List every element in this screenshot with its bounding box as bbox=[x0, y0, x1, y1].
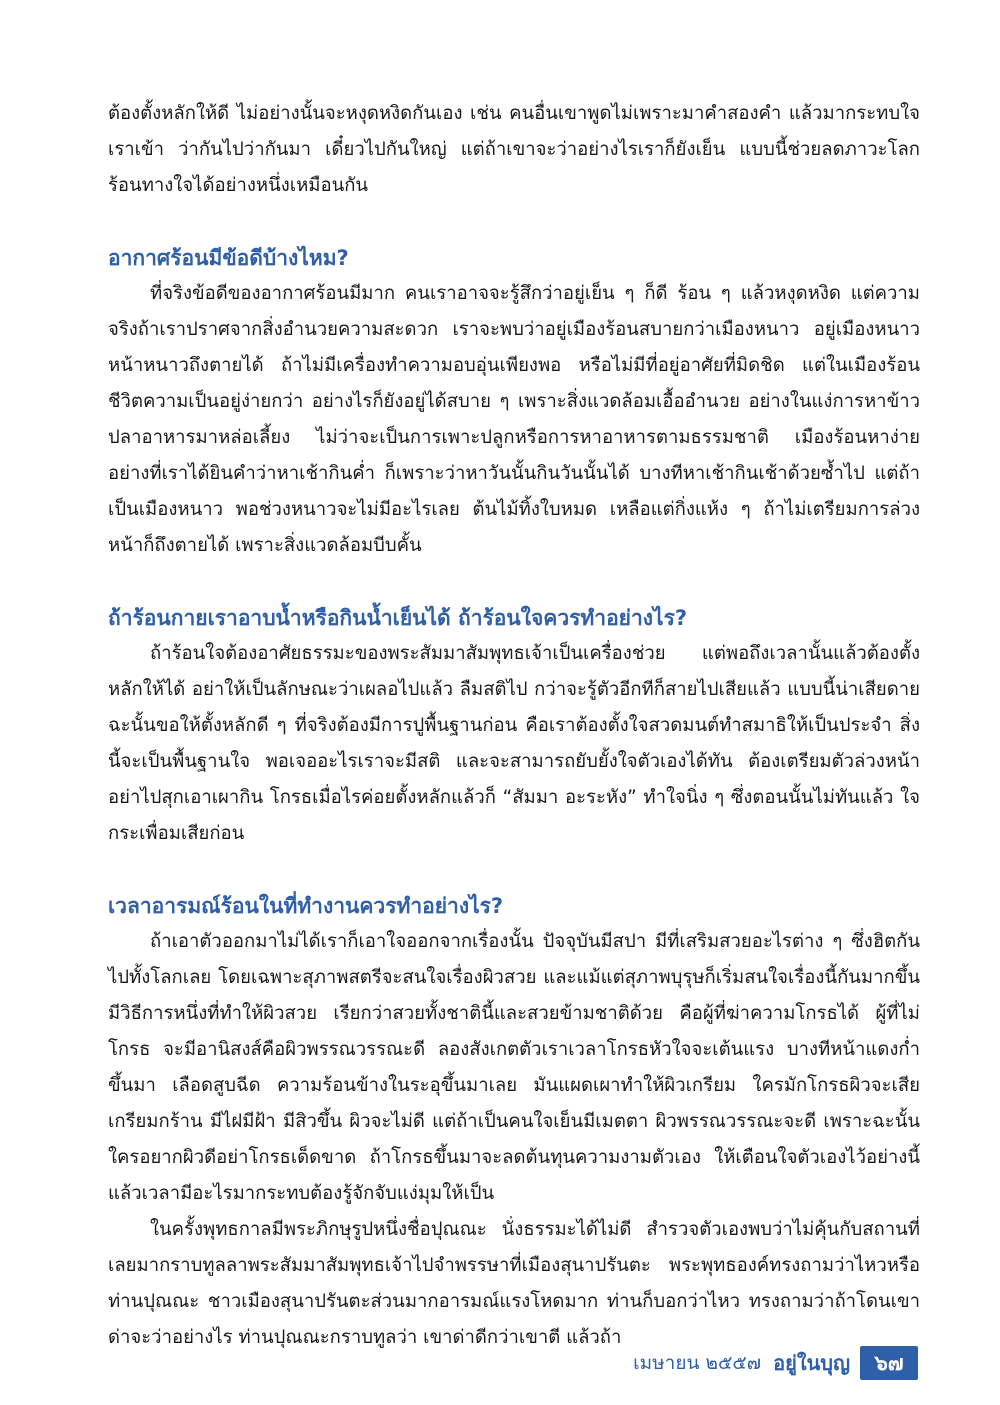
section-heading-hot-mind: ถ้าร้อนกายเราอาบน้ำหรือกินน้ำเย็นได้ ถ้าร้อนใจควรทำอย่างไร? bbox=[108, 606, 688, 630]
article-body bbox=[108, 96, 920, 1356]
issue-date: เมษายน ๒๕๕๗ bbox=[633, 1352, 762, 1374]
section1-paragraph: ที่จริงข้อดีของอากาศร้อนมีมาก คนเราอาจจะรู้สึกว่าอยู่เย็น ๆ ก็ดี ร้อน ๆ แล้วหงุดหงิด แต่ความจริงถ้าเราปราศจากสิ่งอำนวยความสะดวก เราจะพบว่าอยู่เมืองร้อนสบายกว่าเมืองหนาว อยู่เมืองหนาวหน้าหนาวถึงตายได้ ถ้าไม่มีเครื่องทำความอบอุ่นเพียงพอ หรือไม่มีที่อยู่อาศัยที่มิดชิด แต่ในเมืองร้อนชีวิตความเป็นอยู่ง่ายกว่า อย่างไรก็ยังอยู่ได้สบาย ๆ เพราะสิ่งแวดล้อมเอื้ออำนวย อย่างในแง่การหาข้าวปลาอาหารมาหล่อเลี้ยง ไม่ว่าจะเป็นการเพาะปลูกหรือการหาอาหารตามธรรมชาติ เมืองร้อนหาง่าย อย่างที่เราได้ยินคำว่าหาเช้ากินค่ำ ก็เพราะว่าหาวันนั้นกินวันนั้นได้ บางทีหาเช้ากินเช้าด้วยซ้ำไป แต่ถ้าเป็นเมืองหนาว พอช่วงหนาวจะไม่มีอะไรเลย ต้นไม้ทิ้งใบหมด เหลือแต่กิ่งแห้ง ๆ ถ้าไม่เตรียมการล่วงหน้าก็ถึงตายได้ เพราะสิ่งแวดล้อมบีบคั้น bbox=[108, 283, 920, 556]
page-footer bbox=[633, 1346, 918, 1380]
intro-paragraph: ต้องตั้งหลักให้ดี ไม่อย่างนั้นจะหงุดหงิดกันเอง เช่น คนอื่นเขาพูดไม่เพราะมาคำสองคำ แล้วมากระทบใจเราเข้า ว่ากันไปว่ากันมา เดี๋ยวไปกันใหญ่ แต่ถ้าเขาจะว่าอย่างไรเราก็ยังเย็น แบบนี้ช่วยลดภาวะโลกร้อนทางใจได้อย่างหนึ่งเหมือนกัน bbox=[108, 103, 920, 196]
section2-paragraph: ถ้าร้อนใจต้องอาศัยธรรมะของพระสัมมาสัมพุทธเจ้าเป็นเครื่องช่วย แต่พอถึงเวลานั้นแล้วต้องตั้งหลักให้ได้ อย่าให้เป็นลักษณะว่าเผลอไปแล้ว ลืมสติไป กว่าจะรู้ตัวอีกทีก็สายไปเสียแล้ว แบบนี้น่าเสียดาย ฉะนั้นขอให้ตั้งหลักดี ๆ ที่จริงต้องมีการปูพื้นฐานก่อน คือเราต้องตั้งใจสวดมนต์ทำสมาธิให้เป็นประจำ สิ่งนี้จะเป็นพื้นฐานใจ พอเจออะไรเราจะมีสติ และจะสามารถยับยั้งใจตัวเองได้ทัน ต้องเตรียมตัวล่วงหน้า อย่าไปสุกเอาเผากิน โกรธเมื่อไรค่อยตั้งหลักแล้วก็ “สัมมา อะระหัง” ทำใจนิ่ง ๆ ซึ่งตอนนั้นไม่ทันแล้ว ใจกระเพื่อมเสียก่อน bbox=[108, 643, 920, 844]
section-heading-hot-weather-benefits: อากาศร้อนมีข้อดีบ้างไหม? bbox=[108, 246, 349, 270]
magazine-title: อยู่ในบุญ bbox=[773, 1351, 850, 1375]
section3-paragraph-1: ถ้าเอาตัวออกมาไม่ได้เราก็เอาใจออกจากเรื่องนั้น ปัจจุบันมีสปา มีที่เสริมสวยอะไรต่าง ๆ ซึ่งฮิตกันไปทั้งโลกเลย โดยเฉพาะสุภาพสตรีจะสนใจเรื่องผิวสวย และแม้แต่สุภาพบุรุษก็เริ่มสนใจเรื่องนี้กันมากขึ้น มีวิธีการหนึ่งที่ทำให้ผิวสวย เรียกว่าสวยทั้งชาตินี้และสวยข้ามชาติด้วย คือผู้ที่ฆ่าความโกรธได้ ผู้ที่ไม่โกรธ จะมีอานิสงส์คือผิวพรรณวรรณะดี ลองสังเกตตัวเราเวลาโกรธหัวใจจะเต้นแรง บางทีหน้าแดงก่ำขึ้นมา เลือดสูบฉีด ความร้อนข้างในระอุขึ้นมาเลย มันแผดเผาทำให้ผิวเกรียม ใครมักโกรธผิวจะเสีย เกรียมกร้าน มีไฝมีฝ้า มีสิวขึ้น ผิวจะไม่ดี แต่ถ้าเป็นคนใจเย็นมีเมตตา ผิวพรรณวรรณะจะดี เพราะฉะนั้นใครอยากผิวดีอย่าโกรธเด็ดขาด ถ้าโกรธขึ้นมาจะลดต้นทุนความงามตัวเอง ให้เตือนใจตัวเองไว้อย่างนี้ แล้วเวลามีอะไรมากระทบต้องรู้จักจับแง่มุมให้เป็น bbox=[108, 931, 920, 1204]
spacer bbox=[108, 852, 920, 888]
section3-paragraph-2: ในครั้งพุทธกาลมีพระภิกษุรูปหนึ่งชื่อปุณณะ นั่งธรรมะได้ไม่ดี สำรวจตัวเองพบว่าไม่คุ้นกับสถานที่ เลยมากราบทูลลาพระสัมมาสัมพุทธเจ้าไปจำพรรษาที่เมืองสุนาปรันตะ พระพุทธองค์ทรงถามว่าไหวหรือท่านปุณณะ ชาวเมืองสุนาปรันตะส่วนมากอารมณ์แรงโหดมาก ท่านก็บอกว่าไหว ทรงถามว่าถ้าโดนเขาด่าจะว่าอย่างไร ท่านปุณณะกราบทูลว่า เขาด่าดีกว่าเขาตี แล้วถ้า bbox=[108, 1219, 920, 1348]
spacer bbox=[108, 204, 920, 240]
section-heading-anger-at-work: เวลาอารมณ์ร้อนในที่ทำงานควรทำอย่างไร? bbox=[108, 894, 504, 918]
page-number-badge: ๖๗ bbox=[860, 1346, 918, 1380]
spacer bbox=[108, 564, 920, 600]
